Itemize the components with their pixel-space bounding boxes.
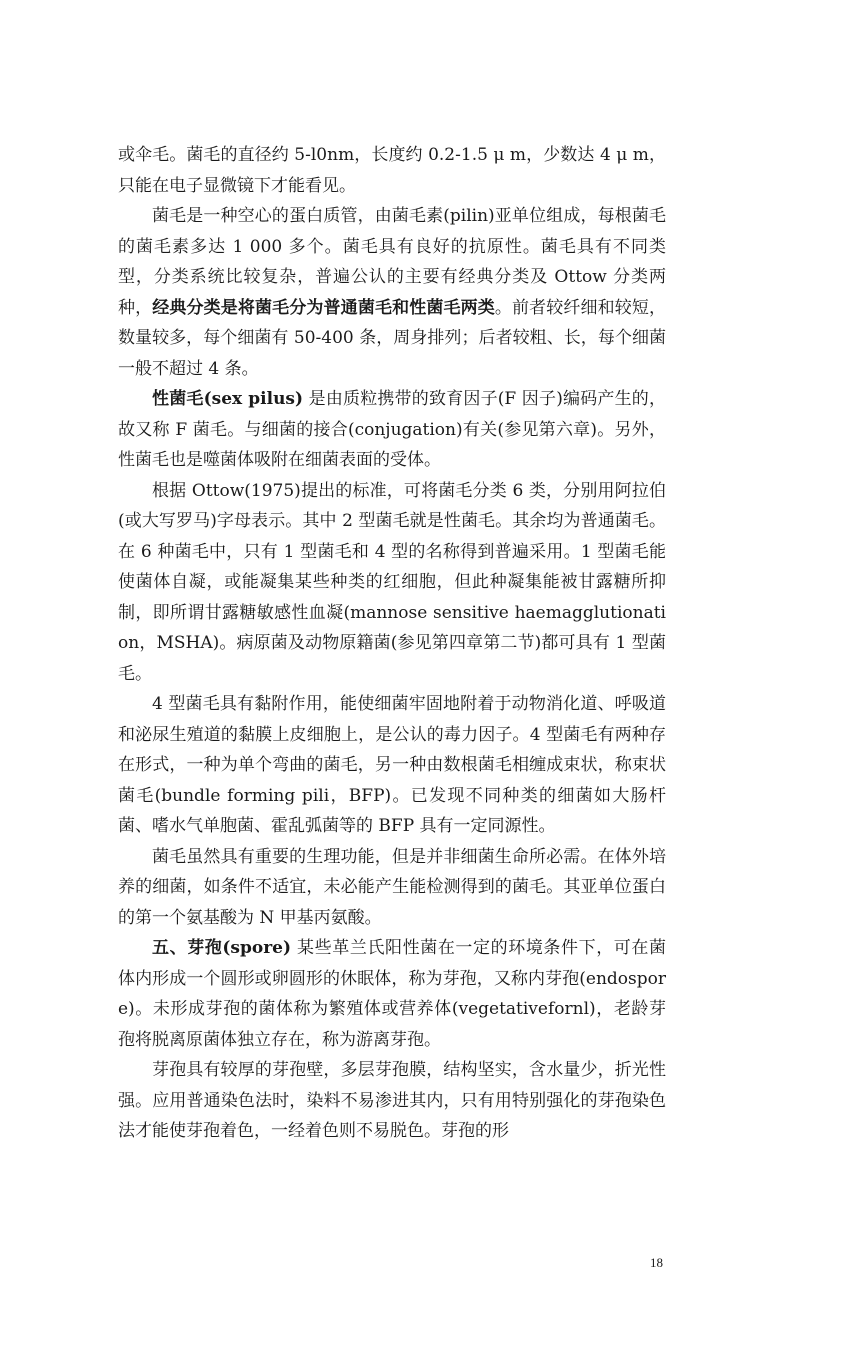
paragraph-8-text: 芽孢具有较厚的芽孢壁，多层芽孢膜，结构坚实，含水量少，折光性强。应用普通染色法时，染料不易渗进其内，只有用特别强化的芽孢染色法才能使芽孢着色，一经着色则不易脱色。芽孢的形: [118, 1060, 666, 1141]
paragraph-7: [118, 933, 666, 1055]
paragraph-6: [118, 842, 666, 934]
paragraph-3: [118, 384, 666, 476]
paragraph-8: [118, 1055, 666, 1147]
paragraph-2-bold: 经典分类是将菌毛分为普通菌毛和性菌毛两类: [152, 297, 495, 318]
paragraph-1-text: 或伞毛。菌毛的直径约 5-l0nm，长度约 0.2-1.5 μ m，少数达 4 μ m，只能在电子显微镜下才能看见。: [118, 145, 666, 196]
section-heading-sex-pilus: 性菌毛(sex pilus): [152, 389, 304, 409]
paragraph-2-end: 。前者较纤细和较短，数量较多，每个细菌有 50-400 条，周身排列；后者较粗、长，每个细菌一般不超过 4 条。: [118, 297, 667, 379]
paragraph-7-text: 某些革兰氏阳性菌在一定的环境条件下，可在菌体内形成一个圆形或卵圆形的休眠体，称为芽孢，又称内芽孢(endospore)。未形成芽孢的菌体称为繁殖体或营养体(vegetativefornl)，老龄芽孢将脱离原菌体独立存在，称为游离芽孢。: [118, 938, 666, 1050]
paragraph-4-text: 根据 Ottow(1975)提出的标准，可将菌毛分类 6 类，分别用阿拉伯(或大写罗马)字母表示。其中 2 型菌毛就是性菌毛。其余均为普通菌毛。在 6 种菌毛中，只有 1 型菌毛和 4 型的名称得到普遍采用。1 型菌毛能使菌体自凝，或能凝集某些种类的红细胞，但此种凝集能被甘露糖所抑制，即所谓甘露糖敏感性血凝(mannose sensitive haemagglutionation，MSHA)。病原菌及动物原籍菌(参见第四章第二节)都可具有 1 型菌毛。: [118, 480, 666, 684]
page-number: 18: [650, 1255, 663, 1270]
document-page: [118, 140, 666, 1147]
paragraph-5: [118, 689, 666, 842]
paragraph-1: [118, 140, 666, 201]
paragraph-2-text: 菌毛是一种空心的蛋白质管，由菌毛素(pilin)亚单位组成，每根菌毛的菌毛素多达 1 000 多个。菌毛具有良好的抗原性。菌毛具有不同类型，分类系统比较复杂，普遍公认的主要有经典分类及 Ottow 分类两种，: [118, 206, 666, 318]
paragraph-6-text: 菌毛虽然具有重要的生理功能，但是并非细菌生命所必需。在体外培养的细菌，如条件不适宜，未必能产生能检测得到的菌毛。其亚单位蛋白的第一个氨基酸为 N 甲基丙氨酸。: [118, 846, 666, 928]
paragraph-2: [118, 201, 666, 384]
paragraph-3-text: 是由质粒携带的致育因子(F 因子)编码产生的，故又称 F 菌毛。与细菌的接合(conjugation)有关(参见第六章)。另外，性菌毛也是噬菌体吸附在细菌表面的受体。: [118, 389, 666, 470]
paragraph-4: [118, 476, 666, 690]
paragraph-5-text: 4 型菌毛具有黏附作用，能使细菌牢固地附着于动物消化道、呼吸道和泌尿生殖道的黏膜上皮细胞上，是公认的毒力因子。4 型菌毛有两种存在形式，一种为单个弯曲的菌毛，另一种由数根菌毛相缠成束状，称束状菌毛(bundle forming pili，BFP)。已发现不同种类的细菌如大肠杆菌、嗜水气单胞菌、霍乱弧菌等的 BFP 具有一定同源性。: [118, 694, 666, 836]
section-heading-spore: 五、芽孢(spore): [152, 938, 292, 958]
